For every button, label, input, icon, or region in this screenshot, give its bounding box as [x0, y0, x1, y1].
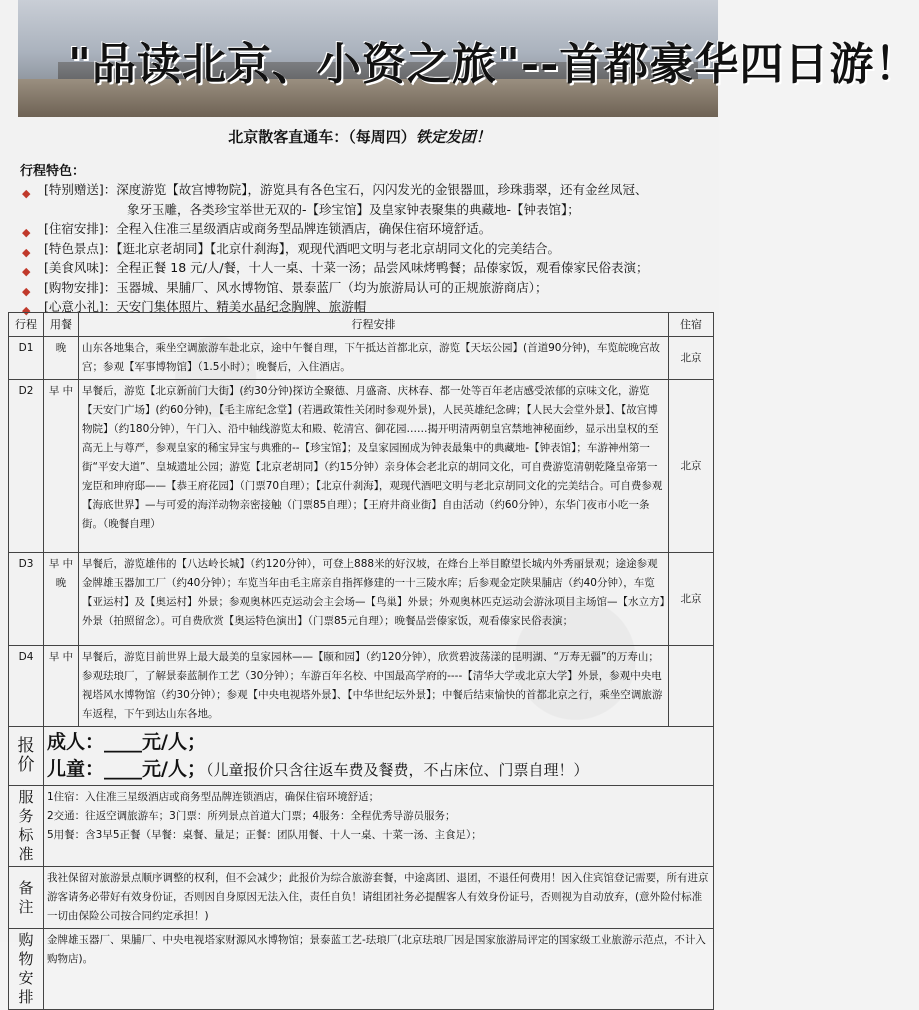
feature-text: 【逛北京老胡同】【北京什刹海】，观现代酒吧文明与老北京胡同文化的完美结合。: [116, 240, 561, 256]
notes-label: 备注: [9, 867, 44, 929]
child-note: （儿童报价只含往返车费及餐费，不占床位、门票自理！）: [205, 761, 589, 779]
shopping-row: [9, 929, 714, 1010]
diamond-bullet-icon: ◆: [22, 265, 31, 278]
meal-cell: 晚: [44, 337, 79, 380]
meal-cell: 早 中: [44, 646, 79, 727]
header-stay: 住宿: [669, 313, 714, 337]
diamond-bullet-icon: ◆: [22, 187, 31, 200]
day-cell: D2: [9, 380, 44, 553]
service-line: 1住宿：入住准三星级酒店或商务型品牌连锁酒店，确保住宿环境舒适；: [47, 791, 380, 803]
subtitle-main: 北京散客直通车：（每周四）: [228, 128, 416, 146]
feature-text: 象牙玉雕，各类珍宝举世无双的-【珍宝馆】及皇家钟表聚集的典藏地-【钟表馆】；: [127, 201, 580, 217]
subtitle-emphasis: 铁定发团！: [415, 128, 491, 146]
shopping-cell: 金牌雄玉器厂、果脯厂、中央电视塔家财源风水博物馆；景泰蓝工艺-珐琅厂(北京珐琅厂因是国家旅游局评定的国家级工业旅游示范点，不计入购物店)。: [44, 929, 714, 1010]
stay-cell: 北京: [669, 380, 714, 553]
stay-cell: 北京: [669, 337, 714, 380]
feature-text: 天安门集体照片、精美水晶纪念胸牌、旅游帽: [116, 299, 367, 314]
header-day: 行程: [9, 313, 44, 337]
feature-text: 深度游览【故宫博物院】，游览具有各色宝石，闪闪发光的金银器皿，珍珠翡翠，还有金丝凤冠、: [116, 182, 648, 197]
schedule-cell: 早餐后，游览目前世界上最大最美的皇家园林——【颐和园】（约120分钟），欣赏碧波荡漾的昆明湖、“万寿无疆”的万寿山；参观珐琅厂，了解景泰蓝制作工艺（30分钟）；车游百年名校、中国最高学府的----【清华大学或北京大学】外景，参观中央电视塔风水博物馆（约30分钟）；参观【中央电视塔外景】、【中华世纪坛外景】；中餐后结束愉快的首都北京之行，乘坐空调旅游车返程，下午到达山东各地。: [79, 646, 669, 727]
child-price: [47, 756, 710, 783]
feature-item: [22, 278, 712, 298]
adult-value: ____元/人；: [104, 731, 206, 753]
table-row: [9, 646, 714, 727]
day-cell: D1: [9, 337, 44, 380]
feature-tag: [特别赠送]：: [44, 182, 117, 197]
schedule-cell: 早餐后，游览【北京新前门大街】(约30分钟)探访全聚德、月盛斋、庆林春、都一处等百年老店感受浓郁的京味文化，游览【天安门广场】(约60分钟)，【毛主席纪念堂】(若遇政策性关闭时参观外景)，人民英雄纪念碑；【人民大会堂外景】、【故宫博物院】（约180分钟），午门入、沿中轴线游览太和殿、乾清宫、御花园……揭开明清两朝皇宫禁地神秘面纱，显示出皇权的至高无上与尊严，参观皇家的稀宝异宝与典雅的--【珍宝馆】；及皇家园囿成为钟表最集中的典藏地-【钟表馆】；车游神州第一街“平安大道”、皇城遗址公园；游览【北京老胡同】（约15分钟）亲身体会老北京的胡同文化，可自费游览清朝乾隆皇帝第一宠臣和珅府邸——【恭王府花园】（门票70自理）；【北京什刹海】，观现代酒吧文明与老北京胡同文化的完美结合。可自费参观【海底世界】—与可爱的海洋动物亲密接触（门票85自理）；【王府井商业街】自由活动（约60分钟），东华门夜市小吃一条街。（晚餐自理）: [79, 380, 669, 553]
day-cell: D4: [9, 646, 44, 727]
child-label: 儿童：: [47, 758, 105, 780]
itinerary-table: [8, 312, 714, 1010]
child-value: ____元/人；: [104, 758, 206, 780]
subtitle: [0, 126, 719, 147]
service-line: 5用餐：含3早5正餐（早餐：桌餐、量足；正餐：团队用餐、十人一桌、十菜一汤、主食足）；: [47, 829, 482, 841]
feature-tag: [美食风味]：: [44, 260, 117, 275]
meal-cell: 早 中: [44, 380, 79, 553]
price-label: 报价: [9, 727, 44, 786]
banner-title: "品读北京、小资之旅"--首都豪华四日游！: [68, 39, 919, 90]
diamond-bullet-icon: ◆: [22, 245, 31, 259]
banner: [18, 0, 919, 117]
adult-label: 成人：: [47, 731, 105, 753]
adult-price: [47, 729, 710, 756]
stay-cell: [669, 646, 714, 727]
service-row: [9, 786, 714, 867]
feature-item: [22, 219, 712, 239]
feature-tag: [住宿安排]：: [44, 221, 117, 236]
service-line: 2交通：往返空调旅游车；3门票：所列景点首道大门票；4服务：全程优秀导游员服务；: [47, 810, 456, 822]
header-schedule: 行程安排: [79, 313, 669, 337]
notes-row: [9, 867, 714, 929]
feature-text: 玉器城、果脯厂、风水博物馆、景泰蓝厂（均为旅游局认可的正规旅游商店）；: [116, 279, 548, 295]
feature-item: [22, 180, 712, 200]
table-row: [9, 553, 714, 646]
table-header-row: [9, 313, 714, 337]
stay-cell: 北京: [669, 553, 714, 646]
diamond-bullet-icon: ◆: [22, 304, 31, 317]
service-label: 服务标准: [9, 786, 44, 867]
schedule-cell: 山东各地集合，乘坐空调旅游车赴北京，途中午餐自理，下午抵达首都北京，游览【天坛公园】(首道90分钟)，车览皖晚宫故宫；参观【军事博物馆】（1.5小时）；晚餐后，入住酒店。: [79, 337, 669, 380]
price-row: [9, 727, 714, 786]
meal-cell: 早 中 晚: [44, 553, 79, 646]
feature-tag: [特色景点]：: [44, 240, 117, 256]
notes-cell: 我社保留对旅游景点顺序调整的权利，但不会减少；此报价为综合旅游套餐，中途离团、退团，不退任何费用！因入住宾馆登记需要，所有进京游客请务必带好有效身份证，否则因自身原因无法入住，责任自负！请组团社务必提醒客人有效身份证号，否则视为自动放弃，(意外险付标准一切由保险公司按合同约定承担！): [44, 867, 714, 929]
schedule-cell: 早餐后，游览雄伟的【八达岭长城】（约120分钟），可登上888米的好汉坡，在烽台上举目瞭望长城内外秀丽景观；途途参观金牌雄玉器加工厂（约40分钟）；车览当年由毛主席亲自指挥修建的一十三陵水库；后参观金定陕果脯店（约40分钟），车览【亚运村】及【奥运村】外景；参观奥林匹克运动会主会场—【鸟巢】外景；外观奥林匹克运动会游泳项目主场馆—【水立方】外景（拍照留念）。可自费欣赏【奥运特色演出】（门票85元自理）；晚餐品尝傣家饭，观看傣家民俗表演；: [79, 553, 669, 646]
feature-text: 全程入住准三星级酒店或商务型品牌连锁酒店，确保住宿环境舒适。: [116, 221, 492, 236]
features-title: 行程特色：: [20, 164, 86, 179]
price-cell: [44, 727, 714, 786]
feature-item: [22, 239, 712, 259]
day-cell: D3: [9, 553, 44, 646]
table-row: [9, 380, 714, 553]
diamond-bullet-icon: ◆: [22, 226, 31, 239]
table-row: [9, 337, 714, 380]
feature-item: [22, 258, 712, 278]
feature-text: 全程正餐 18 元/人/餐，十人一桌、十菜一汤；品尝风味烤鸭餐；品傣家饭，观看傣家民俗表演；: [116, 260, 649, 275]
feature-tag: [购物安排]：: [44, 279, 117, 295]
feature-item: [22, 200, 712, 220]
features-list: [22, 180, 712, 317]
feature-tag: [心意小礼]：: [44, 299, 117, 314]
service-cell: [44, 786, 714, 867]
diamond-bullet-icon: ◆: [22, 284, 31, 298]
header-meal: 用餐: [44, 313, 79, 337]
shopping-label: 购物安排: [9, 929, 44, 1010]
